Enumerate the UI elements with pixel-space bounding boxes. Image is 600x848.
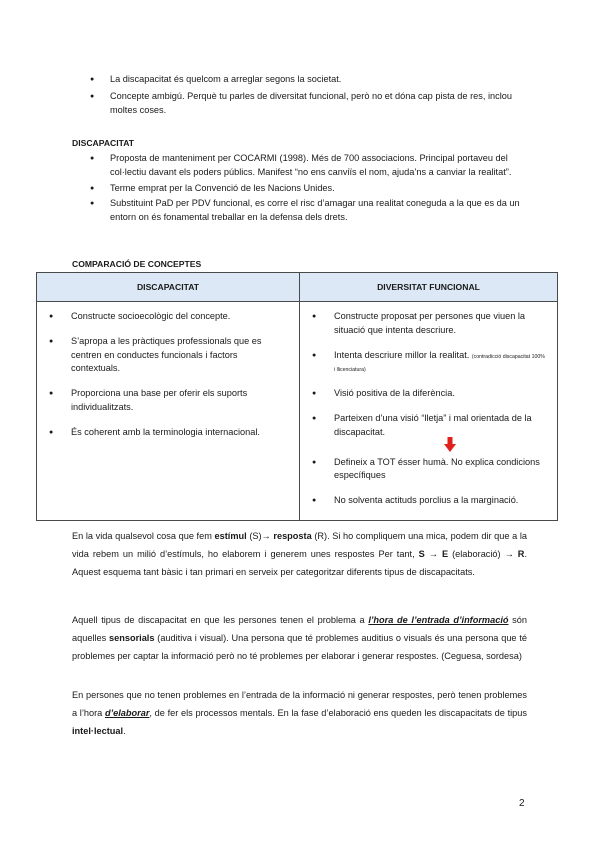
list-item: ● Concepte ambigú. Perquè tu parles de diversitat funcional, però no et dóna cap pista de res, inclou moltes coses. — [90, 90, 530, 118]
page-number: 2 — [519, 798, 525, 809]
list-item: ● S’apropa a les pràctiques professionals que es centren en conductes funcionals i factors contextuals. — [47, 335, 289, 376]
item-text: Intenta descriure millor la realitat. — [334, 349, 470, 360]
comparison-table — [36, 272, 558, 521]
red-arrow-down-icon — [444, 437, 456, 453]
section-heading-discapacitat: DISCAPACITAT — [72, 138, 135, 148]
column-header-discapacitat: DISCAPACITAT — [37, 273, 300, 302]
list-item: ● Defineix a TOT ésser humà. No explica condicions específiques — [310, 456, 547, 484]
cell-discapacitat — [37, 302, 300, 521]
discapacitat-bullet-list — [90, 152, 530, 225]
section-heading-comparacio: COMPARACIÓ DE CONCEPTES — [72, 259, 202, 269]
paragraph-estimul-resposta: En la vida qualsevol cosa que fem estímul (S)→ resposta (R). Si ho compliquem una mica, podem dir que a la vida rebem un milió d’estímuls, ho elaborem i generem unes respostes Per tant, S → E (elaboració) → R. Aquest esquema tant bàsic i tan primari en serveix per categoritzar diferents tipus de discapacitats. — [72, 531, 528, 577]
list-item: ● Parteixen d’una visió “lletja” i mal orientada de la discapacitat. — [310, 412, 547, 440]
list-item: ● Proporciona una base per oferir els suports individualitzats. — [47, 387, 289, 415]
paragraph-sensorials: Aquell tipus de discapacitat en que les persones tenen el problema a l’hora de l’entrada d’informació són aquelles sensorials (auditiva i visual). Una persona que té problemes auditius o visuals és una persona que té problemes per captar la informació però no té problemes per elaborar i generar respostes. (Ceguesa, sordesa) — [72, 615, 527, 661]
table-row — [37, 302, 558, 521]
list-item: ● Terme emprat per la Convenció de les Nacions Unides. — [90, 182, 530, 196]
cell-diversitat — [300, 302, 558, 521]
list-item: ● Constructe proposat per persones que viuen la situació que intenta descriure. — [310, 310, 547, 338]
list-item: ● És coherent amb la terminologia internacional. — [47, 426, 289, 440]
list-item: ● No solventa actituds porclius a la marginació. — [310, 494, 547, 508]
list-item: ● Visió positiva de la diferència. — [310, 387, 547, 401]
list-item: ● La discapacitat és quelcom a arreglar segons la societat. — [90, 73, 530, 87]
table-header-row — [37, 273, 558, 302]
column-header-diversitat: DIVERSITAT FUNCIONAL — [300, 273, 558, 302]
paragraph-intellectual: En persones que no tenen problemes en l’entrada de la informació ni generar respostes, però tenen problemes a l’hora d’elaborar, de fer els processos mentals. En la fase d’elaboració ens queden les discapacitats de tipus intel·lectual. — [72, 690, 527, 736]
list-item: ● Proposta de manteniment per COCARMI (1998). Més de 700 associacions. Principal portaveu del col·lectiu davant els poders públics. Manifest “no ens canviïs el nom, ajuda’ns a canviar la realitat”. — [90, 152, 530, 180]
list-item — [310, 349, 547, 377]
list-item: ● Constructe socioecològic del concepte. — [47, 310, 289, 324]
top-bullet-list — [90, 73, 530, 117]
list-item: ● Substituint PaD per PDV funcional, es corre el risc d’amagar una realitat coneguda a la que es da un entorn on és fonamental treballar en la defensa dels drets. — [90, 197, 530, 225]
footnote-note: (contradicció discapacitat 100% i llicenciatura) — [334, 353, 545, 374]
